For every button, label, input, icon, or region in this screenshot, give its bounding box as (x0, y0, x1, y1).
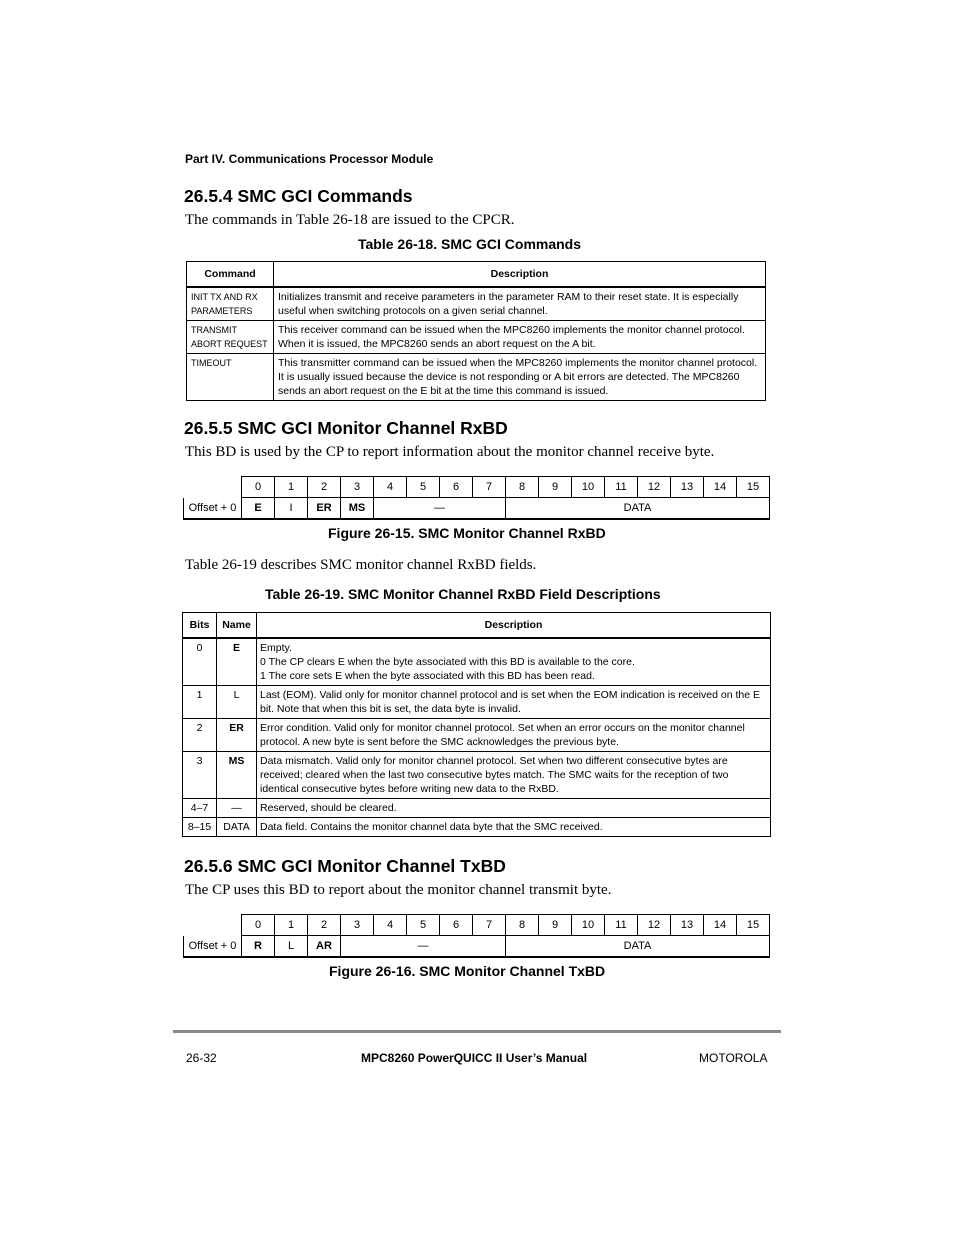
rxbd-intro: This BD is used by the CP to report information about the monitor channel receive byte. (185, 444, 715, 460)
bit-number: 6 (440, 915, 473, 936)
command-name (187, 354, 274, 401)
table-row (187, 354, 766, 401)
bit-number: 5 (407, 477, 440, 498)
bit-number: 4 (374, 477, 407, 498)
field-data: DATA (506, 936, 770, 958)
bit-number: 14 (704, 477, 737, 498)
bit-number: 8 (506, 477, 539, 498)
rxbd-table-reference: Table 26-19 describes SMC monitor channel RxBD fields. (185, 557, 537, 573)
column-header-description: Description (257, 613, 771, 639)
table-row (187, 321, 766, 354)
field-e: E (242, 498, 275, 520)
table-row (183, 638, 771, 686)
bit-number: 7 (473, 915, 506, 936)
cell-bits: 4–7 (183, 799, 217, 818)
section-heading-rxbd: 26.5.5 SMC GCI Monitor Channel RxBD (184, 418, 508, 438)
field-ar: AR (308, 936, 341, 958)
cell-description (257, 638, 771, 686)
command-name-line: TRANSMIT (191, 325, 237, 335)
bit-number: 1 (275, 477, 308, 498)
field-er: ER (308, 498, 341, 520)
figure-caption-26-16: Figure 26-16. SMC Monitor Channel TxBD (329, 963, 606, 979)
cell-bits: 1 (183, 686, 217, 719)
description-line: Empty. (260, 642, 292, 654)
cell-name: MS (217, 752, 257, 799)
field-ms: MS (341, 498, 374, 520)
field-reserved: — (341, 936, 506, 958)
cell-bits: 3 (183, 752, 217, 799)
command-name (187, 287, 274, 321)
bit-number: 12 (638, 915, 671, 936)
command-name (187, 321, 274, 354)
bit-number: 10 (572, 477, 605, 498)
bit-number: 7 (473, 477, 506, 498)
bit-number: 5 (407, 915, 440, 936)
command-description: This transmitter command can be issued when the MPC8260 implements the monitor channel protocol. It is usually issued because the device is not responding or A bit errors are detected. The MPC8260 sends an abort request on the E bit at the time this command is issued. (274, 354, 766, 401)
column-header-description: Description (274, 262, 766, 288)
description-line: 1 The core sets E when the byte associated with this BD has been read. (260, 670, 595, 682)
gci-commands-table (186, 261, 766, 401)
gci-commands-intro: The commands in Table 26-18 are issued to the CPCR. (185, 212, 515, 228)
bit-number: 15 (737, 915, 770, 936)
column-header-command: Command (187, 262, 274, 288)
cell-description: Reserved, should be cleared. (257, 799, 771, 818)
bit-number: 6 (440, 477, 473, 498)
cell-description: Data field. Contains the monitor channel data byte that the SMC received. (257, 818, 771, 837)
offset-label: Offset + 0 (184, 498, 242, 520)
manual-title: MPC8260 PowerQUICC II User’s Manual (361, 1051, 588, 1065)
bit-number: 8 (506, 915, 539, 936)
figure-caption-26-15: Figure 26-15. SMC Monitor Channel RxBD (328, 525, 606, 541)
section-heading-gci-commands: 26.5.4 SMC GCI Commands (184, 186, 413, 206)
command-name-line: TIMEOUT (191, 358, 232, 368)
txbd-intro: The CP uses this BD to report about the monitor channel transmit byte. (185, 882, 612, 898)
cell-description: Data mismatch. Valid only for monitor channel protocol. Set when two different consecutive bytes are received; cleared when the last two consecutive bytes match. The SMC waits for the reception of two identical consecutive bytes before writing new data to the RxBD. (257, 752, 771, 799)
cell-bits: 2 (183, 719, 217, 752)
bit-number: 11 (605, 477, 638, 498)
table-caption-26-19: Table 26-19. SMC Monitor Channel RxBD Field Descriptions (265, 586, 661, 602)
bit-number: 2 (308, 477, 341, 498)
table-row (183, 752, 771, 799)
bit-number: 1 (275, 915, 308, 936)
table-caption-26-18: Table 26-18. SMC GCI Commands (358, 236, 582, 252)
bit-number: 0 (242, 915, 275, 936)
company-name: MOTOROLA (699, 1051, 768, 1065)
bit-number: 9 (539, 915, 572, 936)
bit-number: 12 (638, 477, 671, 498)
bit-number: 0 (242, 477, 275, 498)
field-l: L (275, 936, 308, 958)
footer-rule (173, 1030, 781, 1033)
column-header-bits: Bits (183, 613, 217, 639)
bit-number: 3 (341, 477, 374, 498)
section-heading-txbd: 26.5.6 SMC GCI Monitor Channel TxBD (184, 856, 506, 876)
field-r: R (242, 936, 275, 958)
txbd-register-diagram (183, 914, 770, 958)
running-header: Part IV. Communications Processor Module (185, 152, 434, 166)
command-description: Initializes transmit and receive parameters in the parameter RAM to their reset state. It is especially useful when switching protocols on a given serial channel. (274, 287, 766, 321)
table-row (183, 719, 771, 752)
cell-bits: 0 (183, 638, 217, 686)
cell-name: E (217, 638, 257, 686)
bit-number: 9 (539, 477, 572, 498)
table-row (187, 287, 766, 321)
bit-number: 15 (737, 477, 770, 498)
rxbd-register-diagram (183, 476, 770, 520)
table-row (183, 799, 771, 818)
command-description: This receiver command can be issued when the MPC8260 implements the monitor channel protocol. When it is issued, the MPC8260 sends an abort request on the A bit. (274, 321, 766, 354)
bit-number: 13 (671, 477, 704, 498)
table-row (183, 818, 771, 837)
bit-number: 3 (341, 915, 374, 936)
bit-number: 2 (308, 915, 341, 936)
bit-number: 13 (671, 915, 704, 936)
bit-number: 4 (374, 915, 407, 936)
field-reserved: — (374, 498, 506, 520)
offset-label: Offset + 0 (184, 936, 242, 958)
cell-description: Error condition. Valid only for monitor channel protocol. Set when an error occurs on the monitor channel protocol. A new byte is sent before the SMC acknowledges the previous byte. (257, 719, 771, 752)
field-i: I (275, 498, 308, 520)
command-name-line: PARAMETERS (191, 306, 253, 316)
description-line: 0 The CP clears E when the byte associated with this BD is available to the core. (260, 656, 635, 668)
cell-bits: 8–15 (183, 818, 217, 837)
rxbd-fields-table (182, 612, 771, 837)
page-number: 26-32 (186, 1051, 217, 1065)
cell-name: L (217, 686, 257, 719)
command-name-line: ABORT REQUEST (191, 339, 268, 349)
cell-name: DATA (217, 818, 257, 837)
table-row (183, 686, 771, 719)
bit-number: 14 (704, 915, 737, 936)
bit-number: 10 (572, 915, 605, 936)
command-name-line: INIT TX AND RX (191, 292, 258, 302)
field-data: DATA (506, 498, 770, 520)
cell-description: Last (EOM). Valid only for monitor channel protocol and is set when the EOM indication is received on the E bit. Note that when this bit is set, the data byte is invalid. (257, 686, 771, 719)
cell-name: ER (217, 719, 257, 752)
bit-number: 11 (605, 915, 638, 936)
column-header-name: Name (217, 613, 257, 639)
cell-name: — (217, 799, 257, 818)
